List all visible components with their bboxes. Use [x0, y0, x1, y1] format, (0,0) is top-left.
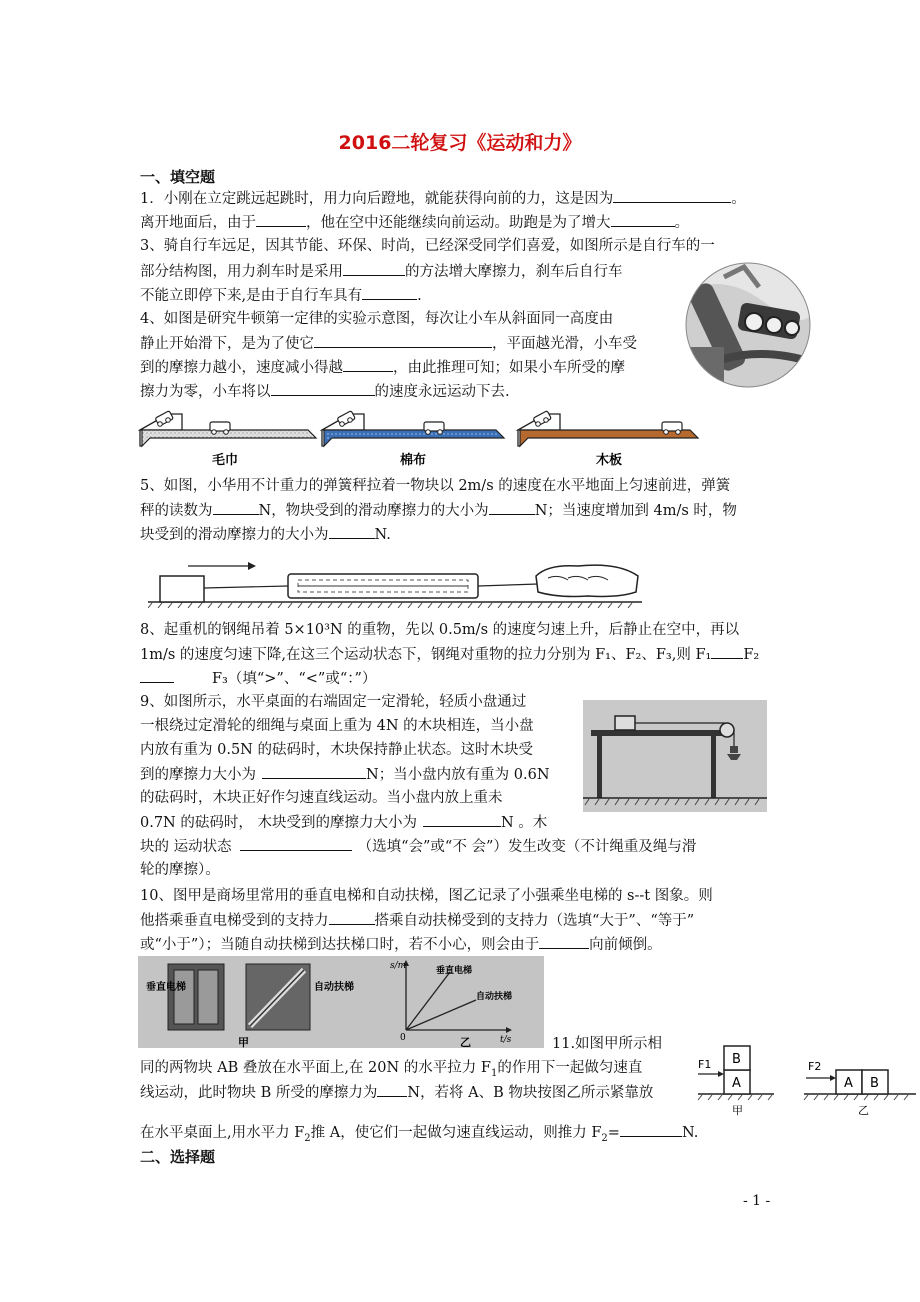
q4-blank-3[interactable] — [271, 381, 375, 396]
q9-blank-1[interactable] — [262, 764, 366, 779]
svg-text:s/m: s/m — [390, 961, 407, 971]
wood-block — [615, 716, 635, 730]
f2-label: F2 — [808, 1060, 822, 1073]
q3-line-3: 不能立即停下来,是由于自行车具有 . — [140, 285, 422, 306]
q11-line-2: 同的两物块 AB 叠放在水平面上,在 20N 的水平拉力 $F_1$的作用下一起做匀速直 — [140, 1060, 643, 1079]
q1-line-2: 离开地面后，由于 ，他在空中还能继续向前运动。助跑是为了增大 。 — [140, 212, 689, 233]
q11-line-3: 线运动，此时物块 B 所受的摩擦力为 N，若将 A、B 物块按图乙所示紧靠放 — [140, 1082, 653, 1103]
elevator-figure — [138, 956, 544, 1048]
q5-line-2: 秤的读数为 N，物块受到的滑动摩擦力的大小为 N；当速度增加到 4m/s 时，物 — [140, 500, 737, 521]
svg-text:A: A — [732, 1076, 741, 1091]
q9-line-7: 块的 运动状态 （选填“会”或“不 会”）发生改变（不计绳重及绳与滑 — [140, 836, 696, 857]
newton-first-law-diagram — [138, 408, 700, 468]
q8-line-2: 1m/s 的速度匀速下降,在这三个运动状态下，钢绳对重物的拉力分别为 F₁、F₂、F₃,则 F₁ F₂ — [140, 644, 759, 665]
q10-line-1: 10、图甲是商场里常用的垂直电梯和自动扶梯，图乙记录了小强乘坐电梯的 s--t 图象。则 — [140, 888, 713, 904]
surface-wood-board — [518, 411, 698, 446]
svg-text:t/s: t/s — [500, 1035, 512, 1045]
arrow-icon — [248, 562, 256, 570]
svg-text:B: B — [732, 1052, 741, 1067]
section-heading-multiple-choice: 二、选择题 — [140, 1148, 216, 1166]
q9-line-4: 到的摩擦力大小为 N；当小盘内放有重为 0.6N — [140, 764, 550, 785]
q10-blank-2[interactable] — [539, 934, 589, 949]
svg-text:自动扶梯: 自动扶梯 — [476, 992, 513, 1002]
q9-line-8: 轮的摩擦）。 — [140, 862, 220, 878]
surface-cotton-cloth — [322, 411, 504, 446]
q11-blank-2[interactable] — [620, 1122, 682, 1137]
label-jia: 甲 — [238, 1036, 249, 1048]
q5-line-1: 5、如图，小华用不计重力的弹簧秤拉着一物块以 2m/s 的速度在水平地面上匀速前进，弹簧 — [140, 478, 731, 494]
spring-scale-diagram — [148, 552, 642, 608]
q5-blank-2[interactable] — [489, 500, 535, 515]
label-cloth: 棉布 — [400, 453, 427, 468]
q4-line-3: 到的摩擦力越小，速度减小得越 ，由此推理可知；如果小车所受的摩 — [140, 357, 625, 378]
stacked-blocks-figure — [694, 1032, 920, 1122]
q10-line-3: 或“小于”）；当随自动扶梯到达扶梯口时，若不小心，则会由于 向前倾倒。 — [140, 934, 662, 955]
pulley-table-photo — [583, 700, 767, 812]
q9-line-2: 一根绕过定滑轮的细绳与桌面上重为 4N 的木块相连，当小盘 — [140, 718, 534, 734]
svg-text:乙: 乙 — [858, 1104, 869, 1117]
surface-towel — [140, 411, 316, 446]
svg-text:A: A — [844, 1076, 853, 1091]
q9-blank-2[interactable] — [423, 812, 501, 827]
q5-blank-1[interactable] — [213, 500, 259, 515]
q9-line-1: 9、如图所示，水平桌面的右端固定一定滑轮，轻质小盘通过 — [140, 694, 527, 710]
q1-blank-2[interactable] — [256, 212, 306, 227]
svg-text:0: 0 — [400, 1033, 406, 1043]
f1-label: F1 — [698, 1058, 712, 1071]
svg-text:乙: 乙 — [460, 1036, 471, 1048]
q8-blank-2[interactable] — [140, 668, 174, 683]
q1-blank-3[interactable] — [611, 212, 675, 227]
q5-line-3: 块受到的滑动摩擦力的大小为 N. — [140, 524, 391, 545]
q4-line-4: 擦力为零，小车将以 的速度永远运动下去. — [140, 381, 510, 402]
q3-blank-1[interactable] — [343, 261, 405, 276]
q4-line-1: 4、如图是研究牛顿第一定律的实验示意图，每次让小车从斜面同一高度由 — [140, 311, 614, 327]
label-escalator: 自动扶梯 — [314, 982, 354, 993]
hand-icon — [536, 565, 638, 596]
pulley-icon — [720, 723, 734, 737]
page-number: - 1 - — [743, 1193, 771, 1209]
q4-line-2: 静止开始滑下，是为了使它 ，平面越光滑，小车受 — [140, 333, 637, 354]
svg-text:B: B — [870, 1076, 879, 1091]
label-towel: 毛巾 — [212, 453, 239, 468]
q4-blank-2[interactable] — [343, 357, 393, 372]
document-title: 2016二轮复习《运动和力》 — [338, 132, 582, 154]
q9-line-3: 内放有重为 0.5N 的砝码时，木块保持静止状态。这时木块受 — [140, 742, 533, 758]
q9-line-5: 的砝码时，木块正好作匀速直线运动。当小盘内放上重未 — [140, 790, 503, 806]
q10-line-2: 他搭乘垂直电梯受到的支持力 搭乘自动扶梯受到的支持力（选填“大于”、“等于” — [140, 910, 694, 931]
q11-blank-1[interactable] — [377, 1082, 407, 1097]
block — [160, 576, 204, 602]
q3-line-2: 部分结构图，用力刹车时是采用 的方法增大摩擦力，刹车后自行车 — [140, 261, 623, 282]
label-wood: 木板 — [596, 453, 623, 468]
q11-line-1: 11.如图甲所示相 — [552, 1036, 663, 1052]
q10-blank-1[interactable] — [329, 910, 375, 925]
q8-blank-1[interactable] — [711, 644, 743, 659]
bicycle-brake-photo — [684, 262, 812, 388]
q9-line-6: 0.7N 的砝码时， 木块受到的摩擦力大小为 N 。木 — [140, 812, 547, 833]
q3-blank-2[interactable] — [362, 285, 417, 300]
label-vertical-elevator: 垂直电梯 — [146, 982, 186, 993]
q9-blank-3[interactable] — [240, 836, 352, 851]
q8-line-3: F₃（填“>”、“<”或“：”） — [140, 668, 376, 689]
q4-blank-1[interactable] — [314, 333, 492, 348]
q11-line-4: 在水平桌面上,用水平力 $F_2$推 A，使它们一起做匀速直线运动，则推力 $F_2= N$. — [140, 1122, 698, 1149]
svg-text:垂直电梯: 垂直电梯 — [436, 966, 473, 976]
q1-line-1: 1．小刚在立定跳远起跳时，用力向后蹬地，就能获得向前的力，这是因为 。 — [140, 188, 746, 209]
q8-line-1: 8、起重机的钢绳吊着 5×10³N 的重物，先以 0.5m/s 的速度匀速上升，后静止在空中，再以 — [140, 622, 740, 638]
q3-line-1: 3、骑自行车远足，因其节能、环保、时尚，已经深受同学们喜爱，如图所示是自行车的一 — [140, 238, 715, 254]
q1-blank-1[interactable] — [613, 188, 731, 203]
svg-text:甲: 甲 — [732, 1104, 743, 1117]
q5-blank-3[interactable] — [329, 524, 375, 539]
section-heading-fill-in: 一、填空题 — [140, 168, 216, 186]
